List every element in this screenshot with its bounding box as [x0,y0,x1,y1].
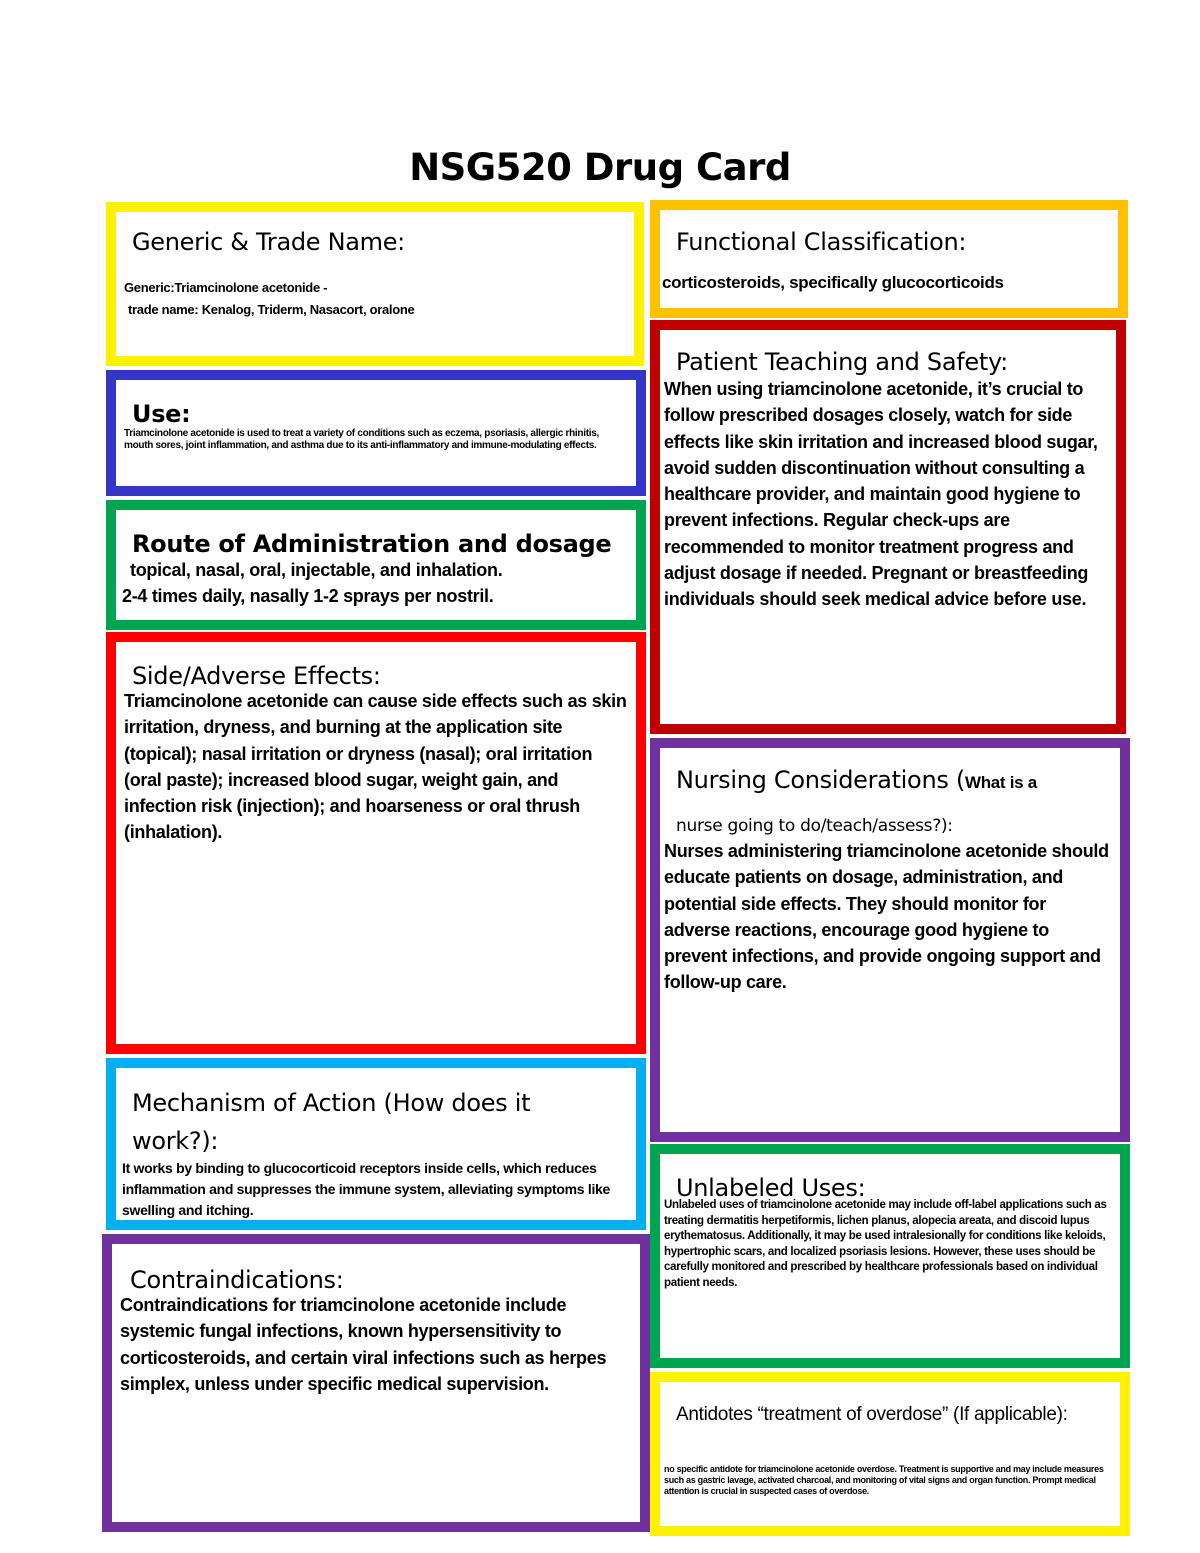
mechanism-heading: Mechanism of Action (How does it work?): [132,1089,531,1155]
antidotes-heading: Antidotes “treatment of overdose” (If applicable): [676,1404,1068,1425]
contraindications-card [102,1234,650,1532]
nursing-considerations-card [650,738,1130,1142]
side-effects-card [106,632,646,1054]
side-effects-heading: Side/Adverse Effects: [132,662,381,690]
patient-teaching-card [650,320,1126,734]
route-line-2: 2-4 times daily, nasally 1-2 sprays per nostril. [122,586,494,606]
generic-trade-heading: Generic & Trade Name: [132,228,405,256]
nursing-heading [676,766,1037,795]
use-card [106,370,646,496]
antidotes-card [650,1372,1130,1536]
nursing-subheading: nurse going to do/teach/assess?): [676,816,953,836]
generic-trade-card [106,202,644,366]
functional-classification-text: corticosteroids, specifically glucocorticoids [662,273,1004,292]
nursing-heading-main: Nursing Considerations ( [676,766,965,794]
mechanism-text: It works by binding to glucocorticoid receptors inside cells, which reduces inflammation and suppresses the immune system, alleviating symptoms like swelling and itching. [122,1160,611,1218]
route-card [106,500,646,630]
unlabeled-heading: Unlabeled Uses: [676,1174,866,1202]
use-text: Triamcinolone acetonide is used to treat a variety of conditions such as eczema, psoriasis, allergic rhinitis, mouth sores, joint inflammation, and asthma due to its anti-inflammatory and immune-modulating effects. [124,428,599,451]
nursing-text: Nurses administering triamcinolone acetonide should educate patients on dosage, administration, and potential side effects. They should monitor for adverse reactions, encourage good hygiene to prevent infections, and provide ongoing support and follow-up care. [664,841,1109,993]
route-line-1: topical, nasal, oral, injectable, and inhalation. [130,560,503,580]
mechanism-card [106,1058,646,1230]
patient-teaching-heading: Patient Teaching and Safety: [676,348,1008,376]
generic-name-text: Generic:Triamcinolone acetonide - [124,280,328,295]
trade-name-text: trade name: Kenalog, Triderm, Nasacort, oralone [128,302,415,317]
route-heading: Route of Administration and dosage [132,530,612,558]
antidotes-text: no specific antidote for triamcinolone acetonide overdose. Treatment is supportive and may include measures such as gastric lavage, activated charcoal, and monitoring of vital signs and organ function. Prompt medical attention is crucial in suspected cases of overdose. [664,1464,1104,1496]
page-title: NSG520 Drug Card [409,146,791,189]
patient-teaching-text: When using triamcinolone acetonide, it’s crucial to follow prescribed dosages closely, watch for side effects like skin irritation and increased blood sugar, avoid sudden discontinuation without consulting a healthcare provider, and maintain good hygiene to prevent infections. Regular check-ups are recommended to monitor treatment progress and adjust dosage if needed. Pregnant or breastfeeding individuals should seek medical advice before use. [664,379,1098,610]
contraindications-text: Contraindications for triamcinolone acetonide include systemic fungal infections, known hypersensitivity to corticosteroids, and certain viral infections such as herpes simplex, unless under specific medical supervision. [120,1295,607,1394]
contraindications-heading: Contraindications: [130,1266,344,1294]
use-heading: Use: [132,400,191,428]
functional-classification-card [650,200,1128,318]
unlabeled-uses-card [650,1144,1130,1368]
unlabeled-text: Unlabeled uses of triamcinolone acetonide may include off-label applications such as treating dermatitis herpetiformis, lichen planus, alopecia areata, and discoid lupus erythematosus. Additionally, it may be used intralesionally for conditions like keloids, hypertrophic scars, and localized psoriasis lesions. However, these uses should be carefully monitored and prescribed by healthcare professionals based on individual patient needs. [664,1199,1107,1289]
nursing-heading-small: What is a [964,773,1037,792]
side-effects-text: Triamcinolone acetonide can cause side effects such as skin irritation, dryness, and burning at the application site (topical); nasal irritation or dryness (nasal); oral irritation (oral paste); increased blood sugar, weight gain, and infection risk (injection); and hoarseness or oral thrush (inhalation). [124,691,627,843]
functional-classification-heading: Functional Classification: [676,228,967,256]
